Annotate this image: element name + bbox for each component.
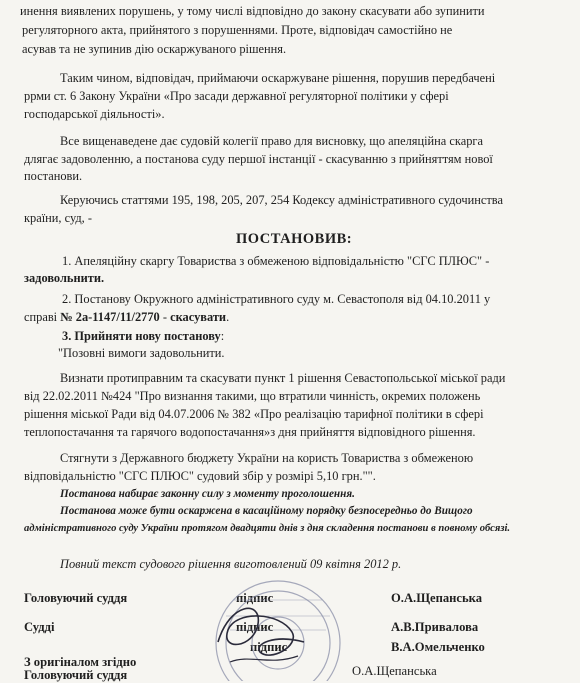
body-line: ррми ст. 6 Закону України «Про засади державної регуляторної політики у сфері bbox=[24, 89, 449, 103]
final-line: Постанова може бути оскаржена в касаційному порядку безпосередньо до Вищого bbox=[60, 505, 473, 517]
certification-line: З оригіналом згідно bbox=[24, 655, 137, 669]
quote-line: рішення міської Ради від 04.07.2006 № 382 «Про реалізацію тарифної політики в сфері bbox=[24, 407, 484, 421]
item-2-dash: - bbox=[159, 310, 171, 324]
body-line: регуляторного акта, прийнятого з порушеннями. Проте, відповідач самостійно не bbox=[22, 23, 453, 37]
body-line: Керуючись статтями 195, 198, 205, 207, 254 Кодексу адміністративного судочинства bbox=[60, 193, 503, 207]
quote-line: теплопостачання та гарячого водопостачання»з дня прийняття відповідного рішення. bbox=[24, 425, 476, 439]
body-line: асував та не зупинив дію оскаржуваного рішення. bbox=[22, 42, 287, 56]
item-2-text: 2. Постанову Окружного адміністративного суду м. Севастополя від 04.10.2011 у bbox=[62, 292, 491, 306]
item-3-suffix: : bbox=[220, 329, 225, 343]
body-line: длягає задоволенню, а постанова суду першої інстанції - скасуванню з прийняттям нової bbox=[24, 152, 493, 166]
case-number: № 2а-1147/11/2770 bbox=[60, 310, 160, 324]
certification-name: О.А.Щепанська bbox=[352, 664, 437, 678]
item-3-text: 3. Прийняти нову постанову bbox=[62, 329, 221, 343]
handwritten-signature bbox=[200, 582, 320, 678]
signature-name: А.В.Привалова bbox=[391, 620, 479, 634]
quote-line: Визнати протиправним та скасувати пункт 1 рішення Севастопольської міської ради bbox=[60, 371, 506, 385]
body-line: постанови. bbox=[24, 169, 83, 183]
final-line: Постанова набирає законну силу з моменту проголошення. bbox=[60, 488, 355, 500]
body-line: господарської діяльності». bbox=[24, 107, 165, 121]
body-line: Все вищенаведене дає судовій колегії право для висновку, що апеляційна скарга bbox=[60, 134, 484, 148]
signature-name: О.А.Щепанська bbox=[391, 591, 483, 605]
final-line: адміністративного суду України протягом двадцяти днів з дня складення постанови в повному обсязі. bbox=[24, 523, 511, 534]
body-line: країни, суд, - bbox=[24, 211, 92, 225]
item-2-prefix: справі bbox=[24, 310, 61, 324]
signature-role: Судді bbox=[24, 620, 55, 634]
body-line: Таким чином, відповідач, приймаючи оскаржуване рішення, порушив передбачені bbox=[60, 71, 496, 85]
quote-line: "Позовні вимоги задовольнити. bbox=[58, 346, 225, 360]
item-3-line bbox=[62, 329, 224, 344]
item-2-suffix: . bbox=[226, 310, 230, 324]
quote-line: від 22.02.2011 №424 "Про визнання такими, що втратили чинність, окремих положень bbox=[24, 389, 481, 403]
item-1-text: 1. Апеляційну скаргу Товариства з обмеженою відповідальністю "СГС ПЛЮС" - bbox=[62, 254, 490, 268]
quote-line: Стягнути з Державного бюджету України на користь Товариства з обмеженою bbox=[60, 451, 474, 465]
signature-role: Головуючий суддя bbox=[24, 591, 128, 605]
certification-role: Головуючий суддя bbox=[24, 668, 128, 682]
item-1-decision: задовольнити. bbox=[24, 271, 105, 285]
body-line: инення виявлених порушень, у тому числі відповідно до закону скасувати або зупинити bbox=[20, 4, 485, 18]
resolution-heading: ПОСТАНОВИВ: bbox=[236, 231, 353, 247]
item-2-line-b bbox=[24, 310, 229, 325]
quote-line: відповідальністю "СГС ПЛЮС" судовий збір у розмірі 5,10 грн."". bbox=[24, 469, 376, 483]
signature-mark: підпис bbox=[236, 620, 274, 634]
signature-mark: підпис bbox=[250, 640, 288, 654]
full-text-date: Повний текст судового рішення виготовлений 09 квітня 2012 р. bbox=[60, 557, 402, 571]
signature-mark: підпис bbox=[236, 591, 274, 605]
signature-name: В.А.Омельченко bbox=[391, 640, 485, 654]
item-2-decision: скасувати bbox=[170, 310, 227, 324]
